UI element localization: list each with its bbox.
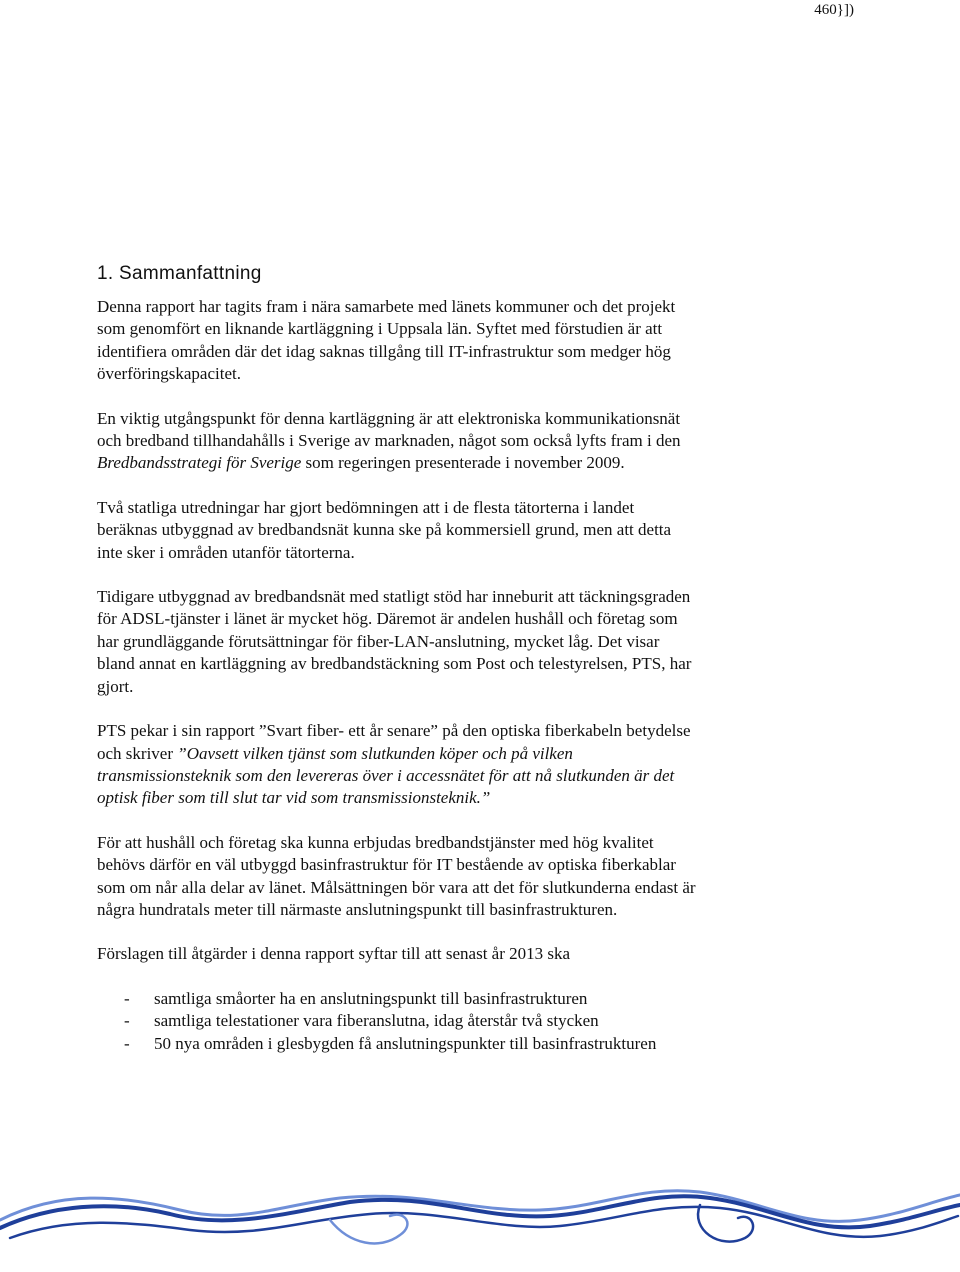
- list-marker: -: [124, 1033, 130, 1053]
- paragraph-text: som regeringen presenterade i november 2009.: [301, 453, 625, 473]
- paragraph-previous-expansion: Tidigare utbyggnad av bredbandsnät med statligt stöd har inneburit att täckningsgraden för ADSL-tjänster i länet är mycket hög. Däremot är andelen hushåll och företag som har grundläggande förutsättningar för fiber-LAN-anslutning, mycket låg. Det visar bland annat en kartläggning av bredbandstäckning som Post och telestyrelsen, PTS, har gjort.: [97, 587, 692, 696]
- paragraph-text: PTS pekar i sin rapport ”Svart fiber- ett år senare” på den optiska fiberkabeln betydelse och skriver: [97, 721, 691, 763]
- wave-stroke-light: [330, 1215, 407, 1244]
- paragraph-infrastructure-need: För att hushåll och företag ska kunna erbjudas bredbandstjänster med hög kvalitet behövs därför en väl utbyggd basinfrastruktur för IT bestående av optiska fiberkablar som om når alla delar av länet. Målsättningen bör vara att det för slutkunderna endast är några hundratals meter till närmaste anslutningspunkt till basinfrastrukturen.: [97, 832, 696, 919]
- wave-stroke-light: [0, 1191, 960, 1222]
- paragraph-pts-report: [97, 720, 697, 810]
- list-item-text: 50 nya områden i glesbygden få anslutningspunkter till basinfrastrukturen: [154, 1033, 657, 1053]
- list-marker: -: [124, 1011, 130, 1031]
- list-item-text: samtliga telestationer vara fiberanslutna, idag återstår två stycken: [154, 1011, 599, 1031]
- paragraph-text: En viktig utgångspunkt för denna kartläggning är att elektroniska kommunikationsnät och bredband tillhandahålls i Sverige av marknaden, något som också lyfts fram i den: [97, 408, 681, 451]
- wave-stroke-dark: [698, 1205, 753, 1242]
- decorative-wave-graphic: [0, 1150, 960, 1272]
- list-item: [97, 988, 697, 1010]
- strategy-title: Bredbandsstrategi för Sverige: [97, 453, 302, 473]
- measures-list: [97, 988, 697, 1055]
- paragraph-starting-point: [97, 408, 697, 475]
- list-item-text: samtliga småorter ha en anslutningspunkt till basinfrastrukturen: [154, 988, 588, 1008]
- list-item: [97, 1033, 697, 1055]
- list-item: [97, 1010, 697, 1032]
- pts-quote: ”Oavsett vilken tjänst som slutkunden köper och på vilken transmissionsteknik som den levereras över i accessnätet för att nå slutkunden är det optisk fiber som till slut tar vid som transmissionsteknik.”: [97, 743, 675, 808]
- paragraph-intro: Denna rapport har tagits fram i nära samarbete med länets kommuner och det projekt som genomfört en liknande kartläggning i Uppsala län. Syftet med förstudien är att identifiera områden där det idag saknas tillgång till IT-infrastruktur som medger hög överföringskapacitet.: [97, 297, 676, 384]
- list-marker: -: [124, 988, 130, 1008]
- paragraph-proposals: Förslagen till åtgärder i denna rapport syftar till att senast år 2013 ska: [97, 944, 571, 964]
- page-number: 460}]): [814, 2, 854, 18]
- document-body: [97, 262, 697, 1055]
- section-heading: 1. Sammanfattning: [97, 263, 262, 284]
- paragraph-investigations: Två statliga utredningar har gjort bedömningen att i de flesta tätorterna i landet beräknas utbyggnad av bredbandsnät kunna ske på kommersiell grund, men att detta inte sker i områden utanför tätorterna.: [97, 497, 672, 562]
